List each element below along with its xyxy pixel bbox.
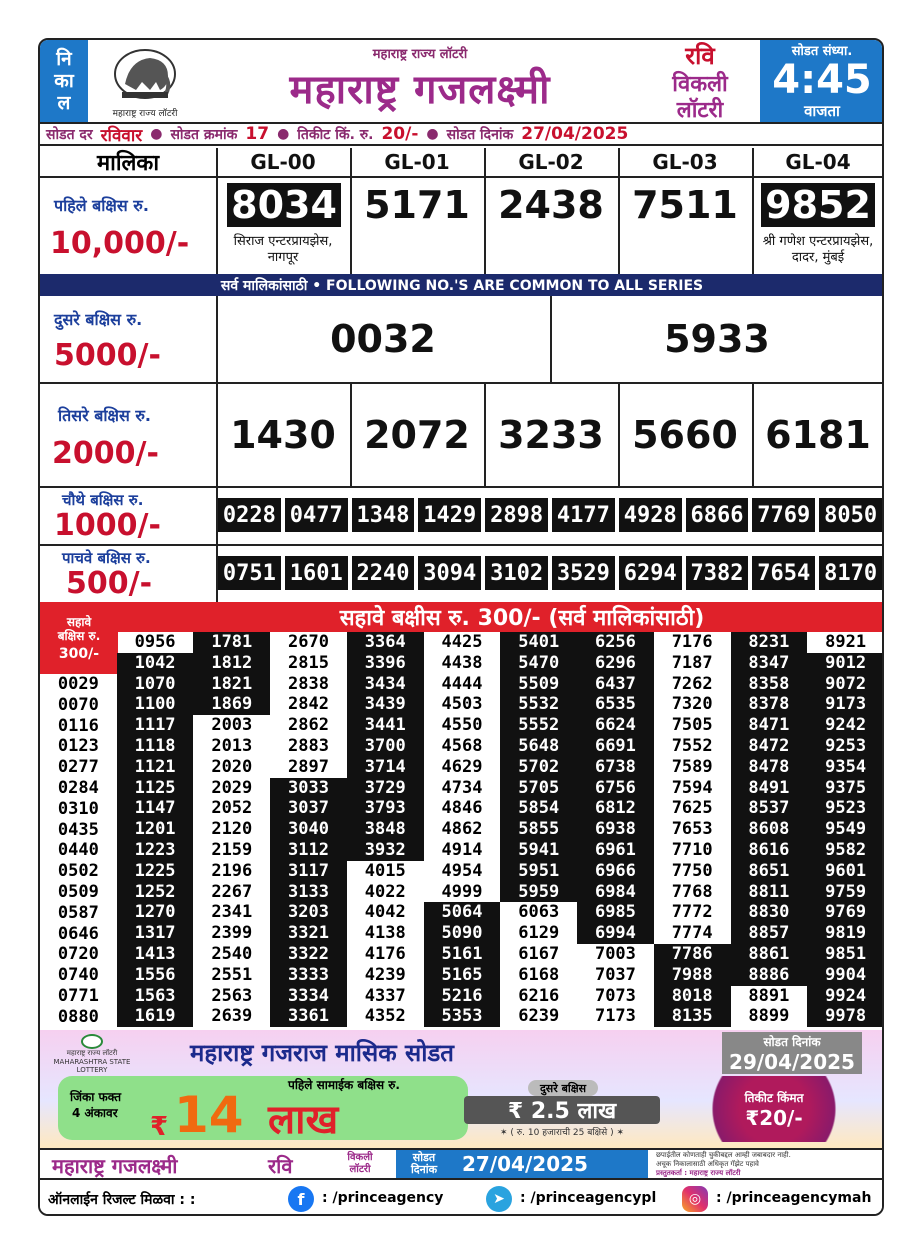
page-title: महाराष्ट्र गजलक्ष्मी [289, 67, 551, 113]
sixth-prize-number: 6624 [577, 715, 654, 736]
sixth-prize-number: 4999 [441, 881, 483, 902]
sixth-prize-number: 5648 [500, 736, 577, 757]
sixth-prize-number: 2159 [211, 839, 253, 860]
sixth-prize-number: 0435 [57, 819, 99, 840]
footer-title-row: महाराष्ट्र गजलक्ष्मी रवि विकली लॉटरी सोडत दिनांक 27/04/2025 छपाईतील कोणताही चुकीबद्दल आम्ही जबाबदार नाही. अचूक निकालासाठी अधिकृत गॅझेट पहावे प्रस्तुतकर्ता : महाराष्ट्र राज्य लॉटरी [40, 1148, 884, 1180]
sixth-prize-number: 9173 [807, 694, 884, 715]
sixth-prize-number: 6216 [518, 985, 560, 1006]
fourth-prize-number: 6866 [686, 498, 749, 532]
sixth-prize-number: 4734 [441, 777, 483, 798]
sixth-prize-number: 8811 [731, 882, 808, 903]
sixth-prize-number: 6985 [577, 902, 654, 923]
telegram-icon[interactable]: ➤ [486, 1186, 512, 1212]
sixth-prize-number: 5854 [500, 798, 577, 819]
sixth-prize-number: 3361 [270, 1006, 347, 1027]
sixth-prize-number: 9582 [807, 840, 884, 861]
sixth-prize-number: 1781 [193, 632, 270, 653]
sixth-prize-number: 2052 [211, 798, 253, 819]
sixth-prize-number: 0029 [57, 674, 99, 694]
sixth-prize-number: 4022 [364, 881, 406, 902]
sixth-prize-number: 2815 [288, 652, 329, 673]
sixth-prize-number: 7625 [671, 798, 713, 819]
sixth-prize-number: 3714 [347, 757, 424, 778]
first-prize-gl02: 2438 [498, 183, 604, 227]
sixth-prize-number: 2883 [288, 735, 329, 756]
sixth-prize-number: 4425 [441, 632, 483, 652]
fifth-prize-number: 8170 [819, 556, 882, 590]
sixth-prize-number: 0116 [57, 715, 99, 736]
facebook-icon[interactable]: f [288, 1186, 314, 1212]
sixth-prize-number: 1563 [117, 986, 194, 1007]
series-gl03: GL-03 [652, 150, 718, 174]
sixth-prize-number: 2670 [288, 632, 329, 652]
sixth-prize-number: 5161 [424, 944, 501, 965]
sixth-prize-number: 8471 [731, 715, 808, 736]
telegram-link[interactable]: : /princeagencypl [520, 1190, 657, 1206]
sixth-prize-number: 6256 [577, 632, 654, 653]
sixth-prize-column [40, 674, 117, 1028]
sixth-prize-number: 7262 [671, 673, 713, 694]
sixth-prize-number: 7772 [671, 902, 713, 923]
sixth-prize-number: 5702 [500, 757, 577, 778]
sixth-prize-number: 0720 [57, 944, 99, 965]
sixth-prize-number: 9253 [807, 736, 884, 757]
first-prize-promo: जिंका फक्त 4 अंकावर पहिले सामाईक बक्षिस रु. ₹ 14 लाख [58, 1076, 468, 1140]
sixth-prize-number: 2013 [211, 735, 253, 756]
sixth-prize-number: 2897 [288, 756, 329, 777]
sixth-prize-number: 3033 [270, 778, 347, 799]
sixth-prize-number: 5353 [424, 1006, 501, 1027]
sixth-prize-number: 9375 [807, 778, 884, 799]
sixth-prize-number: 4846 [441, 798, 483, 819]
sixth-prize-number: 6063 [518, 902, 560, 923]
sixth-prize-number: 0277 [57, 757, 99, 778]
sixth-prize-number: 1118 [117, 736, 194, 757]
sixth-prize-number: 8018 [654, 986, 731, 1007]
sixth-prize-number: 2540 [211, 943, 253, 964]
gajraj-date-box: सोडत दिनांक 29/04/2025 [722, 1032, 862, 1074]
sixth-prize-number: 0502 [57, 861, 99, 882]
lottery-result-sheet [38, 38, 884, 1216]
fourth-prize-number: 1348 [352, 498, 415, 532]
sixth-prize-number: 7176 [671, 632, 713, 652]
sixth-prize-number: 3133 [270, 882, 347, 903]
sixth-prize-number: 6756 [577, 778, 654, 799]
second-prize-promo: दुसरे बक्षिस ₹ 2.5 लाख ✶ ( रु. 10 हजाराची 25 बक्षिसे ) ✶ [464, 1080, 660, 1140]
sixth-prize-number: 0956 [134, 632, 176, 652]
sixth-prize-number: 7988 [654, 965, 731, 986]
sixth-prize-number: 6738 [577, 757, 654, 778]
sixth-prize-number: 2341 [211, 902, 253, 923]
sixth-prize-number: 5165 [424, 965, 501, 986]
sixth-prize-number: 1225 [117, 861, 194, 882]
weekly-day-block: रवि विकली लॉटरी [672, 41, 728, 123]
sixth-prize-number: 2838 [288, 673, 329, 694]
third-prize-number: 1430 [230, 413, 336, 457]
sixth-prize-number: 4914 [441, 839, 483, 860]
header-subtitle: महाराष्ट्र राज्य लॉटरी [372, 47, 468, 62]
sixth-prize-number: 9978 [807, 1006, 884, 1027]
sixth-prize-number: 4954 [441, 860, 483, 881]
sixth-prize-number: 6812 [577, 798, 654, 819]
sixth-prize-number: 9924 [807, 986, 884, 1007]
footer-date-box: सोडत दिनांक 27/04/2025 [396, 1150, 648, 1178]
sixth-prize-number: 5532 [500, 694, 577, 715]
sixth-prize-column [654, 632, 731, 1027]
first-prize-gl03: 7511 [632, 183, 738, 227]
sixth-prize-number: 1317 [117, 923, 194, 944]
sixth-prize-number: 1201 [117, 819, 194, 840]
sixth-prize-number: 8857 [731, 923, 808, 944]
sixth-prize-column [193, 632, 270, 1027]
sixth-prize-number: 5216 [424, 986, 501, 1007]
sixth-prize-number: 7594 [671, 777, 713, 798]
fifth-prize-number: 7382 [686, 556, 749, 590]
sixth-prize-number: 1812 [193, 653, 270, 674]
sixth-prize-number: 6938 [577, 819, 654, 840]
sixth-prize-number: 5855 [500, 819, 577, 840]
sixth-prize-number: 0771 [57, 985, 99, 1006]
sixth-prize-number: 5552 [500, 715, 577, 736]
sixth-prize-number: 1121 [117, 757, 194, 778]
sixth-prize-number: 7552 [671, 735, 713, 756]
sixth-prize-number: 4337 [364, 985, 406, 1006]
fifth-prize-number: 7654 [752, 556, 815, 590]
sixth-prize-number: 3037 [270, 798, 347, 819]
sixth-prize-number: 2267 [211, 881, 253, 902]
sixth-prize-number: 5959 [500, 882, 577, 903]
sixth-prize-number: 0740 [57, 965, 99, 986]
sixth-prize-column [270, 632, 347, 1027]
third-prize-number: 6181 [765, 413, 871, 457]
sixth-prize-number: 1252 [117, 882, 194, 903]
third-prize-number: 3233 [498, 413, 604, 457]
sixth-prize-number: 2551 [211, 964, 253, 985]
sixth-prize-number: 2029 [211, 777, 253, 798]
sixth-prize-number: 6239 [518, 1006, 560, 1027]
fourth-prize-number: 0477 [285, 498, 348, 532]
sixth-prize-number: 0123 [57, 736, 99, 757]
sixth-prize-number: 2196 [211, 860, 253, 881]
sixth-prize-number: 7710 [671, 839, 713, 860]
sixth-prize-number: 2563 [211, 985, 253, 1006]
sixth-prize-number: 9549 [807, 819, 884, 840]
sixth-prize-number: 1100 [117, 694, 194, 715]
sixth-prize-column [577, 632, 654, 1027]
second-prize-number-1: 0032 [330, 317, 436, 361]
sixth-prize-number: 1556 [117, 965, 194, 986]
sixth-prize-number: 6961 [577, 840, 654, 861]
sixth-prize-number: 8135 [654, 1006, 731, 1027]
sixth-prize-number: 8478 [731, 757, 808, 778]
footer-social-row: ऑनलाईन रिजल्ट मिळवा : : f : /princeagency ➤ : /princeagencypl ◎ : /princeagencymah [40, 1180, 884, 1216]
fourth-prize-number: 8050 [819, 498, 882, 532]
gajraj-title: महाराष्ट्र गजराज मासिक सोडत [190, 1039, 454, 1067]
sixth-prize-number: 9523 [807, 798, 884, 819]
sixth-prize-number: 9769 [807, 902, 884, 923]
sixth-prize-number: 6168 [518, 964, 560, 985]
sixth-prize-number: 7073 [594, 985, 636, 1006]
sixth-prize-number: 8886 [731, 965, 808, 986]
sixth-prize-column [807, 632, 884, 1027]
sixth-prize-number: 6691 [577, 736, 654, 757]
sixth-prize-number: 9851 [807, 944, 884, 965]
sixth-prize-number: 5509 [500, 674, 577, 695]
sixth-prize-number: 7774 [671, 923, 713, 944]
sixth-prize-number: 6167 [518, 943, 560, 964]
sixth-prize-number: 9759 [807, 882, 884, 903]
fifth-prize-number: 3529 [552, 556, 615, 590]
third-prize-label-cell: तिसरे बक्षिस रु. 2000/- [52, 406, 159, 471]
sixth-prize-number: 0440 [57, 840, 99, 861]
sixth-prize-column [424, 632, 501, 1027]
fifth-prize-number: 2240 [352, 556, 415, 590]
sixth-prize-number: 3112 [270, 840, 347, 861]
sixth-prize-number: 4138 [364, 923, 406, 944]
gajraj-advert [40, 1030, 884, 1148]
sixth-prize-number: 7187 [671, 652, 713, 673]
sixth-prize-number: 7173 [594, 1006, 636, 1027]
sixth-prize-number: 5470 [500, 653, 577, 674]
sixth-prize-number: 2120 [211, 819, 253, 840]
sixth-prize-number: 9904 [807, 965, 884, 986]
sixth-prize-number: 0070 [57, 694, 99, 715]
sixth-prize-number: 3321 [270, 923, 347, 944]
sixth-prize-number: 1223 [117, 840, 194, 861]
sixth-prize-number: 1070 [117, 674, 194, 695]
sixth-prize-column [117, 632, 194, 1027]
lottery-seal-icon [81, 1034, 103, 1049]
sixth-prize-number: 3848 [347, 819, 424, 840]
sixth-prize-number: 8537 [731, 798, 808, 819]
sixth-prize-column [347, 632, 424, 1027]
sixth-prize-number: 4239 [364, 964, 406, 985]
sixth-prize-number: 5090 [424, 923, 501, 944]
sixth-prize-number: 9601 [807, 861, 884, 882]
sixth-prize-number: 2003 [211, 715, 253, 736]
sixth-prize-number: 0646 [57, 923, 99, 944]
sixth-prize-number: 4550 [441, 715, 483, 736]
sixth-prize-number: 3793 [347, 798, 424, 819]
sixth-prize-number: 9819 [807, 923, 884, 944]
draw-info-row: सोडत दर रविवार ● सोडत क्रमांक 17 ● तिकीट किं. रु. 20/- ● सोडत दिनांक 27/04/2025 [40, 122, 884, 146]
sixth-prize-number: 9012 [807, 653, 884, 674]
sixth-prize-number: 4862 [441, 819, 483, 840]
sixth-prize-number: 8491 [731, 778, 808, 799]
sixth-prize-number: 9242 [807, 715, 884, 736]
sixth-prize-number: 4438 [441, 652, 483, 673]
fifth-prize-number: 6294 [619, 556, 682, 590]
sixth-prize-number: 1042 [117, 653, 194, 674]
sixth-prize-number: 4015 [364, 860, 406, 881]
sixth-prize-number: 3334 [270, 986, 347, 1007]
sixth-prize-number: 3322 [270, 944, 347, 965]
draw-time-block: सोडत संध्या. 4:45 वाजता [760, 40, 884, 122]
sixth-prize-number: 9072 [807, 674, 884, 695]
sixth-prize-number: 7003 [594, 943, 636, 964]
sixth-prize-number: 2639 [211, 1006, 253, 1027]
sixth-prize-number: 3364 [347, 632, 424, 653]
sixth-prize-number: 5941 [500, 840, 577, 861]
nikal-badge: नि का ल [40, 40, 88, 122]
sixth-prize-number: 0284 [57, 777, 99, 798]
sixth-prize-number: 0587 [57, 902, 99, 923]
sixth-prize-number: 6437 [577, 674, 654, 695]
sixth-prize-number: 6994 [577, 923, 654, 944]
sixth-prize-number: 5064 [424, 902, 501, 923]
sixth-prize-number: 2842 [288, 694, 329, 715]
first-prize-gl04: 9852 श्री गणेश एन्टरप्रायझेस, दादर, मुंबई [762, 183, 874, 265]
sixth-prize-number: 7653 [671, 819, 713, 840]
sixth-prize-number: 2862 [288, 715, 329, 736]
sixth-prize-number: 8472 [731, 736, 808, 757]
sixth-prize-number: 5951 [500, 861, 577, 882]
instagram-icon[interactable]: ◎ [682, 1186, 708, 1212]
fourth-prize-number: 2898 [485, 498, 548, 532]
common-series-banner: सर्व मालिकांसाठी • FOLLOWING NO.'S ARE COMMON TO ALL SERIES [40, 274, 884, 296]
sixth-prize-number: 8378 [731, 694, 808, 715]
facebook-link[interactable]: : /princeagency [322, 1190, 444, 1206]
sixth-prize-number: 3333 [270, 965, 347, 986]
state-lottery-logo: महाराष्ट्र राज्य लॉटरी [90, 42, 200, 122]
sixth-prize-number: 7750 [671, 860, 713, 881]
sixth-prize-number: 4444 [441, 673, 483, 694]
series-gl04: GL-04 [785, 150, 851, 174]
fourth-prize-number: 1429 [418, 498, 481, 532]
first-prize-gl01: 5171 [364, 183, 470, 227]
sixth-prize-number: 6984 [577, 882, 654, 903]
sixth-prize-number: 3203 [270, 902, 347, 923]
sixth-prize-number: 8921 [825, 632, 867, 652]
sixth-prize-number: 8861 [731, 944, 808, 965]
sixth-prize-number: 2399 [211, 923, 253, 944]
sixth-prize-number: 8347 [731, 653, 808, 674]
sixth-prize-number: 4176 [364, 943, 406, 964]
series-gl02: GL-02 [518, 150, 584, 174]
sixth-prize-number: 3441 [347, 715, 424, 736]
fourth-prize-number: 4177 [552, 498, 615, 532]
sixth-prize-number: 7037 [594, 964, 636, 985]
sixth-prize-column [500, 632, 577, 1027]
footer-disclaimer: छपाईतील कोणताही चुकीबद्दल आम्ही जबाबदार नाही. अचूक निकालासाठी अधिकृत गॅझेट पहावे प्रस्तुतकर्ता : महाराष्ट्र राज्य लॉटरी [656, 1151, 791, 1177]
fifth-prize-number: 3094 [418, 556, 481, 590]
sixth-prize-number: 8231 [731, 632, 808, 653]
instagram-link[interactable]: : /princeagencymah [716, 1190, 872, 1206]
fifth-prize-label-cell: पाचवे बक्षिस रु. 500/- [62, 549, 153, 601]
sixth-prize-number: 0509 [57, 881, 99, 902]
sixth-prize-number: 1125 [117, 778, 194, 799]
sixth-prize-number: 7589 [671, 756, 713, 777]
sixth-prize-label: सहावे बक्षिस रु. 300/- [40, 602, 118, 674]
fourth-prize-numbers [216, 488, 884, 544]
mini-logo: महाराष्ट्र राज्य लॉटरी MAHARASHTRA STATE LOTTERY [44, 1034, 140, 1074]
series-gl00: GL-00 [250, 150, 316, 174]
sixth-prize-number: 3040 [270, 819, 347, 840]
sixth-prize-number: 4629 [441, 756, 483, 777]
first-prize-label-cell: पहिले बक्षिस रु. 10,000/- [50, 196, 190, 261]
sixth-prize-grid [40, 632, 884, 1030]
second-prize-number-2: 5933 [664, 317, 770, 361]
sixth-prize-number: 8830 [731, 902, 808, 923]
sixth-prize-number: 2020 [211, 756, 253, 777]
sixth-prize-number: 5705 [500, 778, 577, 799]
sixth-prize-number: 6129 [518, 923, 560, 944]
sixth-prize-number: 1413 [117, 944, 194, 965]
second-prize-label-cell: दुसरे बक्षिस रु. 5000/- [54, 310, 161, 373]
sixth-prize-number: 6296 [577, 653, 654, 674]
fifth-prize-numbers [216, 546, 884, 602]
sixth-prize-number: 0310 [57, 798, 99, 819]
sixth-prize-column [731, 632, 808, 1027]
sixth-prize-number: 4352 [364, 1006, 406, 1027]
third-prize-number: 2072 [364, 413, 470, 457]
sixth-prize-number: 8651 [731, 861, 808, 882]
sixth-prize-number: 3396 [347, 653, 424, 674]
sixth-prize-number: 1821 [193, 674, 270, 695]
sixth-prize-number: 0880 [57, 1006, 99, 1027]
sixth-prize-number: 3729 [347, 778, 424, 799]
sixth-prize-number: 3434 [347, 674, 424, 695]
sixth-prize-number: 8608 [731, 819, 808, 840]
sixth-prize-number: 8616 [731, 840, 808, 861]
series-gl01: GL-01 [384, 150, 450, 174]
sixth-prize-number: 7768 [671, 881, 713, 902]
sixth-prize-number: 3932 [347, 840, 424, 861]
sixth-prize-number: 7786 [654, 944, 731, 965]
ticket-price-burst: तिकीट किंमत ₹20/- [694, 1076, 854, 1142]
sixth-prize-number: 1147 [117, 798, 194, 819]
fifth-prize-number: 1601 [285, 556, 348, 590]
fifth-prize-number: 3102 [485, 556, 548, 590]
sixth-prize-number: 1270 [117, 902, 194, 923]
header-title-block [200, 40, 640, 122]
fourth-prize-number: 0228 [218, 498, 281, 532]
sixth-prize-number: 6535 [577, 694, 654, 715]
sixth-prize-number: 8358 [731, 674, 808, 695]
sixth-prize-number: 7505 [671, 715, 713, 736]
third-prize-number: 5660 [632, 413, 738, 457]
sixth-prize-number: 7320 [671, 694, 713, 715]
fourth-prize-number: 4928 [619, 498, 682, 532]
sixth-prize-number: 4503 [441, 694, 483, 715]
fourth-prize-number: 7769 [752, 498, 815, 532]
sixth-prize-number: 9354 [807, 757, 884, 778]
series-label: मालिका [96, 151, 160, 176]
sixth-prize-banner: सहावे बक्षीस रु. 300/- (सर्व मालिकांसाठी) [40, 602, 884, 632]
sixth-prize-number: 8899 [748, 1006, 790, 1027]
sixth-prize-number: 4568 [441, 735, 483, 756]
sixth-prize-number: 3117 [270, 861, 347, 882]
sixth-prize-number: 1869 [193, 694, 270, 715]
fourth-prize-label-cell: चौथे बक्षिस रु. 1000/- [54, 491, 161, 543]
sixth-prize-number: 3439 [347, 694, 424, 715]
sixth-prize-number: 1117 [117, 715, 194, 736]
sixth-prize-number: 6966 [577, 861, 654, 882]
fifth-prize-number: 0751 [218, 556, 281, 590]
sixth-prize-number: 5401 [500, 632, 577, 653]
sixth-prize-number: 1619 [117, 1006, 194, 1027]
first-prize-gl00: 8034 सिराज एन्टरप्रायझेस, नागपूर [216, 178, 350, 274]
sixth-prize-number: 3700 [347, 736, 424, 757]
sixth-prize-number: 8891 [748, 985, 790, 1006]
sixth-prize-number: 4042 [364, 902, 406, 923]
